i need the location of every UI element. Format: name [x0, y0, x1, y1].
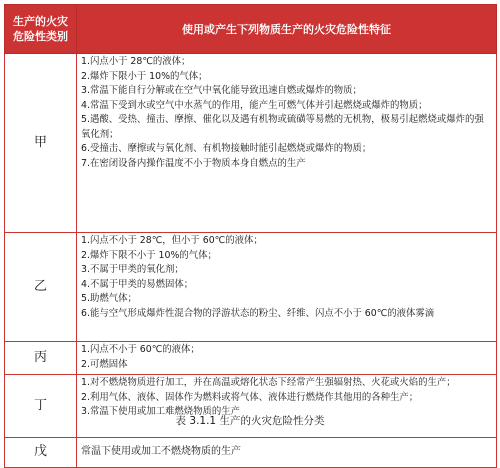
characteristic-line: 3.不属于甲类的氧化剂；: [81, 264, 184, 275]
characteristic-line: 1.闪点不小于 28℃，但小于 60℃的液体；: [81, 235, 263, 246]
category-cell: 乙: [5, 233, 77, 342]
characteristic-line: 5.助燃气体；: [81, 293, 137, 304]
characteristic-line: 常温下使用或加工不燃烧物质的生产: [81, 446, 241, 458]
table-caption: 表 3.1.1 生产的火灾危险性分类: [175, 415, 325, 427]
characteristic-line: 3.常温下能自行分解或在空气中氧化能导致迅速自燃或爆炸的物质；: [81, 85, 362, 96]
category-cell: 丙: [5, 342, 77, 375]
characteristic-line: 3.常温下使用或加工难燃烧物质的生产: [81, 406, 240, 417]
table-header-row: [5, 5, 497, 54]
category-cell: 甲: [5, 54, 77, 233]
characteristic-line: 4.常温下受到水或空气中水蒸气的作用，能产生可燃气体并引起燃烧或爆炸的物质；: [81, 99, 428, 111]
category-cell: 戊: [5, 438, 77, 468]
characteristics-cell: [77, 233, 497, 342]
characteristic-line: 6.受撞击、摩擦或与氧化剂、有机物接触时能引起燃烧或爆炸的物质；: [81, 143, 372, 154]
fire-hazard-classification-table: [4, 4, 497, 468]
characteristics-cell: [77, 342, 497, 375]
characteristics-cell: [77, 375, 497, 438]
characteristic-line: 7.在密闭设备内操作温度不小于物质本身自燃点的生产: [81, 157, 306, 169]
characteristic-line: 1.闪点不小于 60℃的液体；: [81, 344, 200, 355]
characteristics-cell: [77, 54, 497, 233]
table-row-ding: [5, 375, 497, 438]
table-row-yi: [5, 233, 497, 342]
table-row-bing: [5, 342, 497, 375]
characteristic-line: 2.可燃固体: [81, 358, 128, 370]
table-row-jia: [5, 54, 497, 233]
header-characteristics: 使用或产生下列物质生产的火灾危险性特征: [77, 5, 497, 54]
characteristic-line: 1.对不燃烧物质进行加工，并在高温或熔化状态下经常产生强辐射热、火花或火焰的生产；: [81, 377, 456, 388]
characteristic-line: 1.闪点小于 28℃的液体；: [81, 56, 191, 67]
characteristic-line: 2.爆炸下限不小于 10%的气体；: [81, 249, 217, 261]
characteristic-line: 2.利用气体、液体、固体作为燃料或将气体、液体进行燃烧作其他用的各种生产；: [81, 391, 419, 403]
header-category: 生产的火灾危险性类别: [5, 5, 77, 54]
characteristic-line: 4.不属于甲类的易燃固体；: [81, 278, 194, 290]
characteristic-line: 6.能与空气形成爆炸性混合物的浮游状态的粉尘、纤维、闪点不小于 60℃的液体雾滴: [81, 307, 435, 319]
characteristic-line: 5.遇酸、受热、撞击、摩擦、催化以及遇有机物或硫磺等易燃的无机物，极易引起燃烧或爆炸的强氧化剂；: [81, 114, 484, 140]
table-row-wu: [5, 438, 497, 468]
characteristic-line: 2.爆炸下限小于 10%的气体；: [81, 70, 208, 82]
characteristics-cell: [77, 438, 497, 468]
category-cell: 丁: [5, 375, 77, 438]
